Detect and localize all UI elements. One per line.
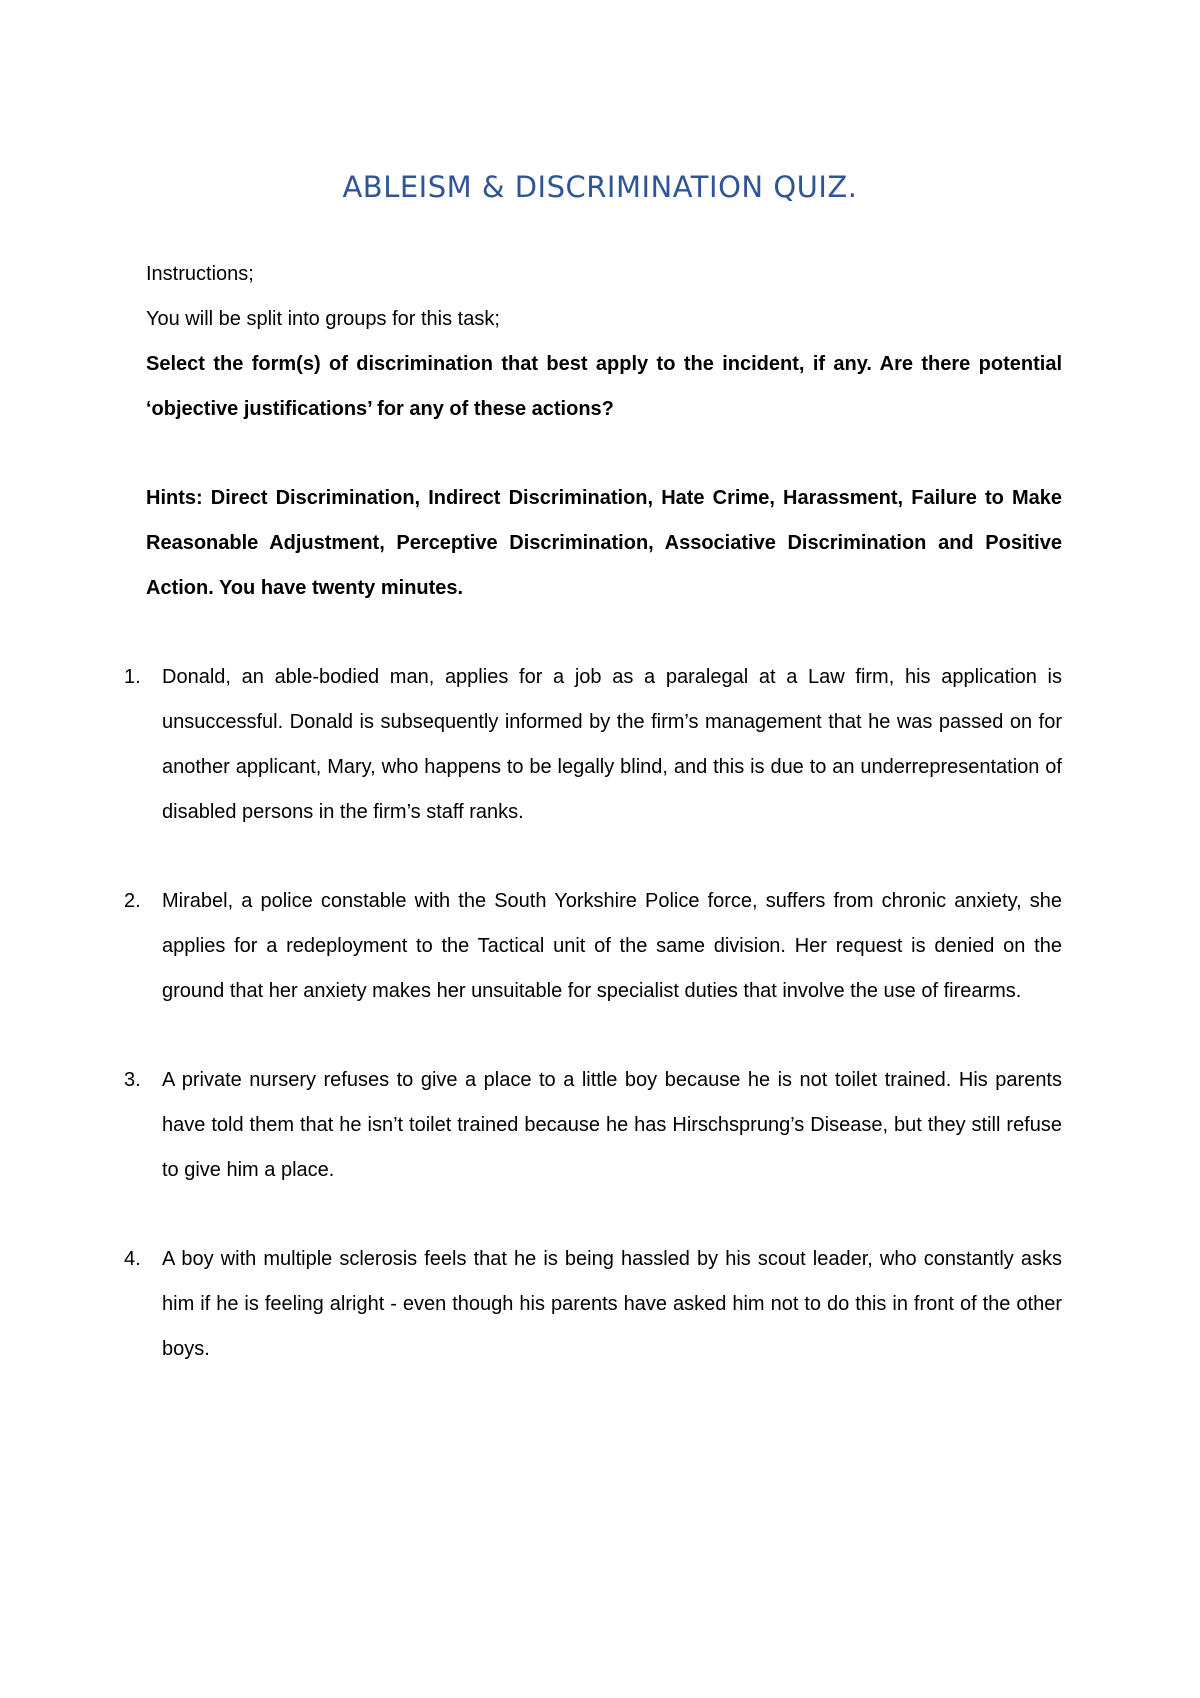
question-text: A boy with multiple sclerosis feels that he is being hassled by his scout leader, who constantly asks him if he is feeling alright - even though his parents have asked him not to do this in front of the other boys. [162, 1248, 1062, 1360]
question-number: 3. [124, 1069, 141, 1091]
spacer [146, 432, 1062, 476]
hints-paragraph: Hints: Direct Discrimination, Indirect Discrimination, Hate Crime, Harassment, Failure to Make Reasonable Adjustment, Perceptive Discrimination, Associative Discrimination and Positive Action. You have twenty minutes. [146, 487, 1062, 599]
question-number: 1. [124, 666, 141, 688]
question-item [124, 1237, 1062, 1372]
document-body [124, 252, 1062, 1416]
question-text: A private nursery refuses to give a place to a little boy because he is not toilet trained. His parents have told them that he isn’t toilet trained because he has Hirschsprung’s Disease, but they still refuse to give him a place. [162, 1069, 1062, 1181]
spacer [146, 611, 1062, 655]
instructions-heading: Instructions; [146, 263, 254, 285]
question-item [124, 1058, 1062, 1193]
question-number: 2. [124, 890, 141, 912]
question-item [124, 655, 1062, 835]
document-title: ABLEISM & DISCRIMINATION QUIZ. [342, 170, 858, 204]
question-text: Donald, an able-bodied man, applies for a job as a paralegal at a Law firm, his application is unsuccessful. Donald is subsequently informed by the firm’s management that he was passed on for another applicant, Mary, who happens to be legally blind, and this is due to an underrepresentation of disabled persons in the firm’s staff ranks. [162, 666, 1062, 823]
question-number: 4. [124, 1248, 141, 1270]
task-statement: Select the form(s) of discrimination that best apply to the incident, if any. Are there potential ‘objective justifications’ for any of these actions? [146, 353, 1062, 420]
question-item [124, 879, 1062, 1014]
question-text: Mirabel, a police constable with the South Yorkshire Police force, suffers from chronic anxiety, she applies for a redeployment to the Tactical unit of the same division. Her request is denied on the ground that her anxiety makes her unsuitable for specialist duties that involve the use of firearms. [162, 890, 1062, 1002]
instructions-line: You will be split into groups for this task; [146, 308, 500, 330]
